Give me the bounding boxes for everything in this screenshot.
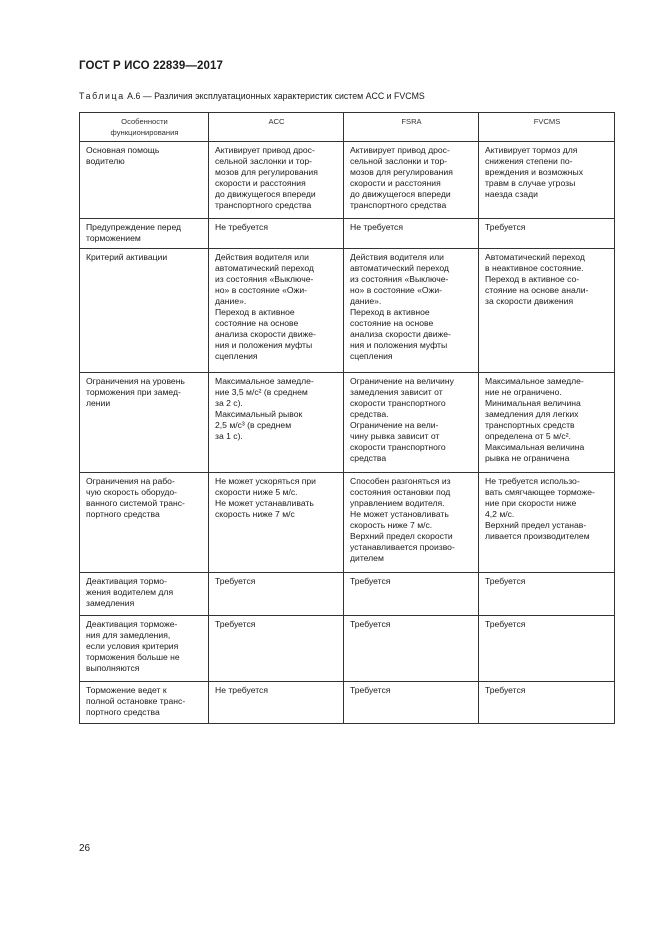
acc-cell: Действия водителя или автоматический переход из состояния «Выключе- но» в состояние «Ожи- дание». Переход в активное состояние на основе анализа скорости движе- ния и положения муфты сцепления [209,249,344,373]
acc-cell: Требуется [209,573,344,616]
table-header-row [80,113,615,142]
table-row [80,616,615,682]
feature-cell: Деактивация тормо- жения водителем для замедления [80,573,209,616]
feature-cell: Предупреждение перед торможением [80,219,209,249]
page-number: 26 [79,843,91,854]
fvcms-cell: Требуется [479,573,615,616]
acc-cell: Не требуется [209,682,344,724]
feature-cell: Ограничения на рабо- чую скорость оборудо- ванного системой транс- портного средства [80,473,209,573]
fvcms-cell: Требуется [479,219,615,249]
table-row [80,473,615,573]
fsra-cell: Действия водителя или автоматический переход из состояния «Выключе- но» в состояние «Ожи- дание». Переход в активное состояние на основе анализа скорости движе- ния и положения муфты сцепления [344,249,479,373]
table-row [80,373,615,473]
feature-cell: Ограничения на уровень торможения при замед- лении [80,373,209,473]
fvcms-cell: Требуется [479,616,615,682]
fvcms-cell: Не требуется использо- вать смягчающее торможе- ние при скорости ниже 4,2 м/с. Верхний предел устанав- ливается производителем [479,473,615,573]
column-header-feature: Особенности функционирования [80,113,209,142]
table-row [80,573,615,616]
fvcms-cell: Автоматический переход в неактивное состояние. Переход в активное со- стояние на основе анали- за скорости движения [479,249,615,373]
comparison-table [79,112,615,724]
feature-cell: Критерий активации [80,249,209,373]
fvcms-cell: Требуется [479,682,615,724]
fsra-cell: Не требуется [344,219,479,249]
fvcms-cell: Максимальное замедле- ние не ограничено. Минимальная величина замедления для легких транспортных средств определена от 5 м/с². Максимальная величина рывка не ограничена [479,373,615,473]
column-header-fsra: FSRA [344,113,479,142]
document-standard-title: ГОСТ Р ИСО 22839—2017 [79,60,224,72]
table-row [80,682,615,724]
acc-cell: Активирует привод дрос- сельной заслонки и тор- мозов для регулирования скорости и расстояния до движущегося впереди транспортного средства [209,142,344,219]
fsra-cell: Требуется [344,616,479,682]
acc-cell: Требуется [209,616,344,682]
fvcms-cell: Активирует тормоз для снижения степени по- вреждения и возможных травм в случае угрозы наезда сзади [479,142,615,219]
fsra-cell: Ограничение на величину замедления зависит от скорости транспортного средства. Ограничение на вели- чину рывка зависит от скорости транспортного средства [344,373,479,473]
table-caption-number: А.6 [127,91,141,101]
feature-cell: Торможение ведет к полной остановке транс- портного средства [80,682,209,724]
fsra-cell: Способен разгоняться из состояния остановки под управлением водителя. Не может установливать скорость ниже 7 м/с. Верхний предел скорости устанавливается произво- дителем [344,473,479,573]
table-row [80,219,615,249]
acc-cell: Максимальное замедле- ние 3,5 м/с² (в среднем за 2 с). Максимальный рывок 2,5 м/с³ (в среднем за 1 с). [209,373,344,473]
table-caption-text: — Различия эксплуатационных характеристик систем ACC и FVCMS [142,91,425,101]
column-header-fvcms: FVCMS [479,113,615,142]
acc-cell: Не требуется [209,219,344,249]
column-header-acc: ACC [209,113,344,142]
table-row [80,249,615,373]
feature-cell: Деактивация торможе- ния для замедления, если условия критерия торможения больше не выполняются [80,616,209,682]
table-row [80,142,615,219]
table-caption-label: Таблица [79,91,125,101]
fsra-cell: Требуется [344,573,479,616]
fsra-cell: Активирует привод дрос- сельной заслонки и тор- мозов для регулирования скорости и расстояния до движущегося впереди транспортного средства [344,142,479,219]
feature-cell: Основная помощь водителю [80,142,209,219]
fsra-cell: Требуется [344,682,479,724]
table-caption [79,91,425,101]
acc-cell: Не может ускоряться при скорости ниже 5 м/с. Не может устанавливать скорость ниже 7 м/с [209,473,344,573]
